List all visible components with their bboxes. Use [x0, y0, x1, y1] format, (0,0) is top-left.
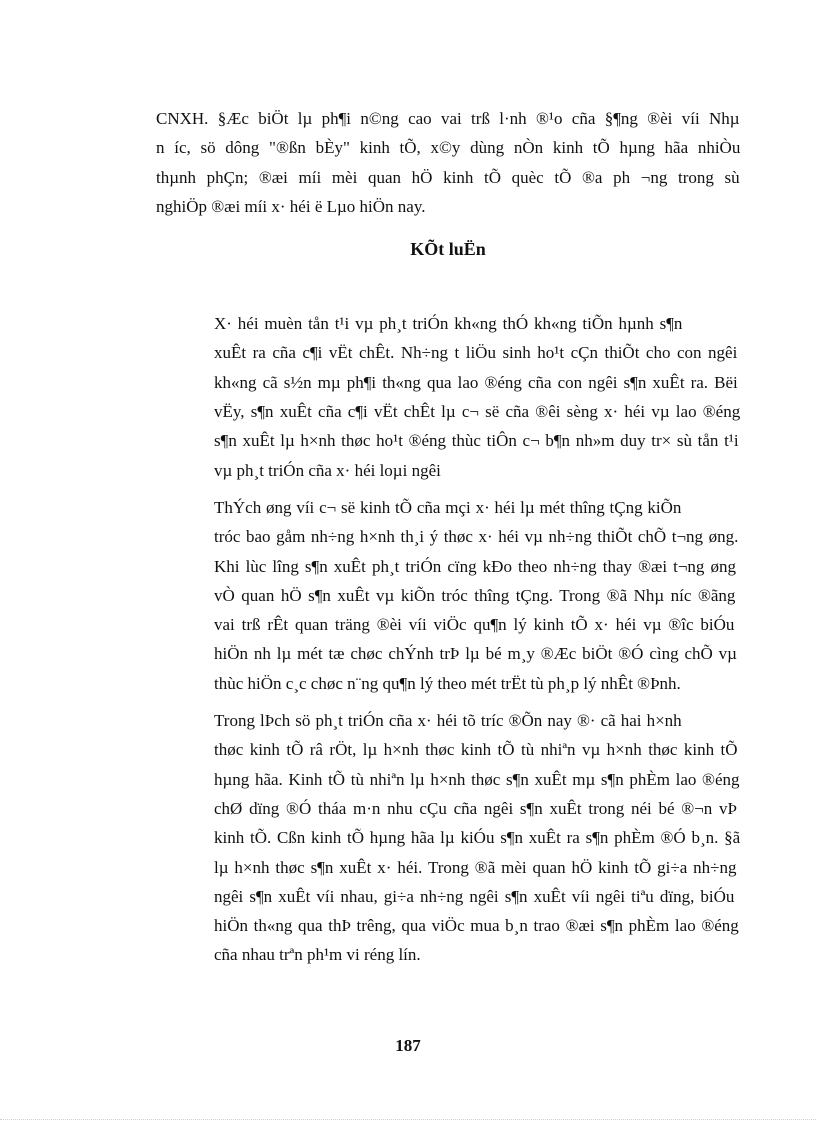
text-line: nghiÖp ®æi míi x· héi ë Lµo hiÖn nay.	[156, 196, 426, 216]
body-paragraph-3	[156, 706, 740, 970]
document-page	[156, 104, 740, 970]
body-paragraph-1	[156, 309, 740, 485]
text-line: kh«ng cã s½n mµ ph¶i th«ng qua lao ®éng cña con ngêi s¶n xuÊt ra. Bëi	[214, 372, 738, 392]
text-line: ThÝch øng víi c¬ së kinh tÕ cña mçi x· héi lµ mét thîng tÇng kiÕn	[214, 497, 682, 517]
text-line: Trong lÞch sö ph¸t triÓn cña x· héi tõ tríc ®Õn nay ®· cã hai h×nh	[214, 711, 682, 731]
text-line: CNXH. §Æc biÖt lµ ph¶i n©ng cao vai trß l·nh ®¹o cña §¶ng ®èi víi Nhµ	[156, 109, 740, 128]
text-line: hiÖn nh lµ mét tæ chøc chÝnh trÞ lµ bé m¸y ®Æc biÖt ®Ó cìng chÕ vµ	[214, 644, 737, 664]
text-line: thµnh phÇn; ®æi míi mèi quan hÖ kinh tÕ quèc tÕ ®a ph ¬ng trong sù	[156, 167, 740, 187]
text-line: vµ ph¸t triÓn cña x· héi loµi ngêi	[214, 460, 441, 480]
intro-paragraph	[156, 104, 740, 221]
text-line: thùc hiÖn c¸c chøc n¨ng qu¶n lý theo mét trËt tù ph¸p lý nhÊt ®Þnh.	[214, 673, 681, 693]
text-line: n íc, sö dông "®ßn bÈy" kinh tÕ, x©y dùng nÒn kinh tÕ hµng hãa nhiÒu	[156, 138, 741, 158]
text-line: hiÖn th«ng qua thÞ trêng, qua viÖc mua b¸n trao ®æi s¶n phÈm lao ®éng	[214, 916, 739, 936]
section-heading: KÕt luËn	[410, 239, 486, 260]
text-line: s¶n xuÊt lµ h×nh thøc ho¹t ®éng thùc tiÔn c¬ b¶n nh»m duy tr× sù tån t¹i	[214, 431, 739, 451]
text-line: vËy, s¶n xuÊt cña c¶i vËt chÊt lµ c¬ së cña ®êi sèng x· héi vµ lao ®éng	[214, 402, 741, 422]
text-line: tróc bao gåm nh÷ng h×nh th¸i ý thøc x· héi vµ nh÷ng thiÕt chÕ t¬ng øng.	[214, 527, 739, 547]
text-line: thøc kinh tÕ râ rÖt, lµ h×nh thøc kinh tÕ tù nhiªn vµ h×nh thøc kinh tÕ	[214, 740, 738, 760]
text-line: cña nhau trªn ph¹m vi réng lín.	[214, 945, 421, 965]
text-line: hµng hãa. Kinh tÕ tù nhiªn lµ h×nh thøc s¶n xuÊt mµ s¶n phÈm lao ®éng	[214, 769, 740, 789]
page-bottom-divider	[0, 1119, 816, 1120]
text-line: xuÊt ra cña c¶i vËt chÊt. Nh÷ng t liÖu sinh ho¹t cÇn thiÕt cho con ngêi	[214, 343, 738, 363]
text-line: chØ dïng ®Ó tháa m·n nhu cÇu cña ngêi s¶n xuÊt trong néi bé ®¬n vÞ	[214, 798, 738, 818]
page-number: 187	[395, 1036, 421, 1055]
text-line: lµ h×nh thøc s¶n xuÊt x· héi. Trong ®ã mèi quan hÖ kinh tÕ gi÷a nh÷ng	[214, 857, 737, 877]
text-line: vai trß rÊt quan träng ®èi víi viÖc qu¶n lý kinh tÕ x· héi vµ ®îc biÓu	[214, 615, 735, 635]
body-paragraph-2	[156, 493, 740, 698]
text-line: X· héi muèn tån t¹i vµ ph¸t triÓn kh«ng thÓ kh«ng tiÕn hµnh s¶n	[214, 314, 683, 334]
text-line: ngêi s¶n xuÊt víi nhau, gi÷a nh÷ng ngêi s¶n xuÊt víi ngêi tiªu dïng, biÓu	[214, 886, 735, 906]
text-line: vÒ quan hÖ s¶n xuÊt vµ kiÕn tróc thîng tÇng. Trong ®ã Nhµ níc ®ãng	[214, 585, 736, 605]
text-line: kinh tÕ. Cßn kinh tÕ hµng hãa lµ kiÓu s¶n xuÊt ra s¶n phÈm ®Ó b¸n. §ã	[214, 828, 741, 848]
text-line: Khi lùc lîng s¶n xuÊt ph¸t triÓn cïng kÐo theo nh÷ng thay ®æi t¬ng øng	[214, 556, 736, 576]
